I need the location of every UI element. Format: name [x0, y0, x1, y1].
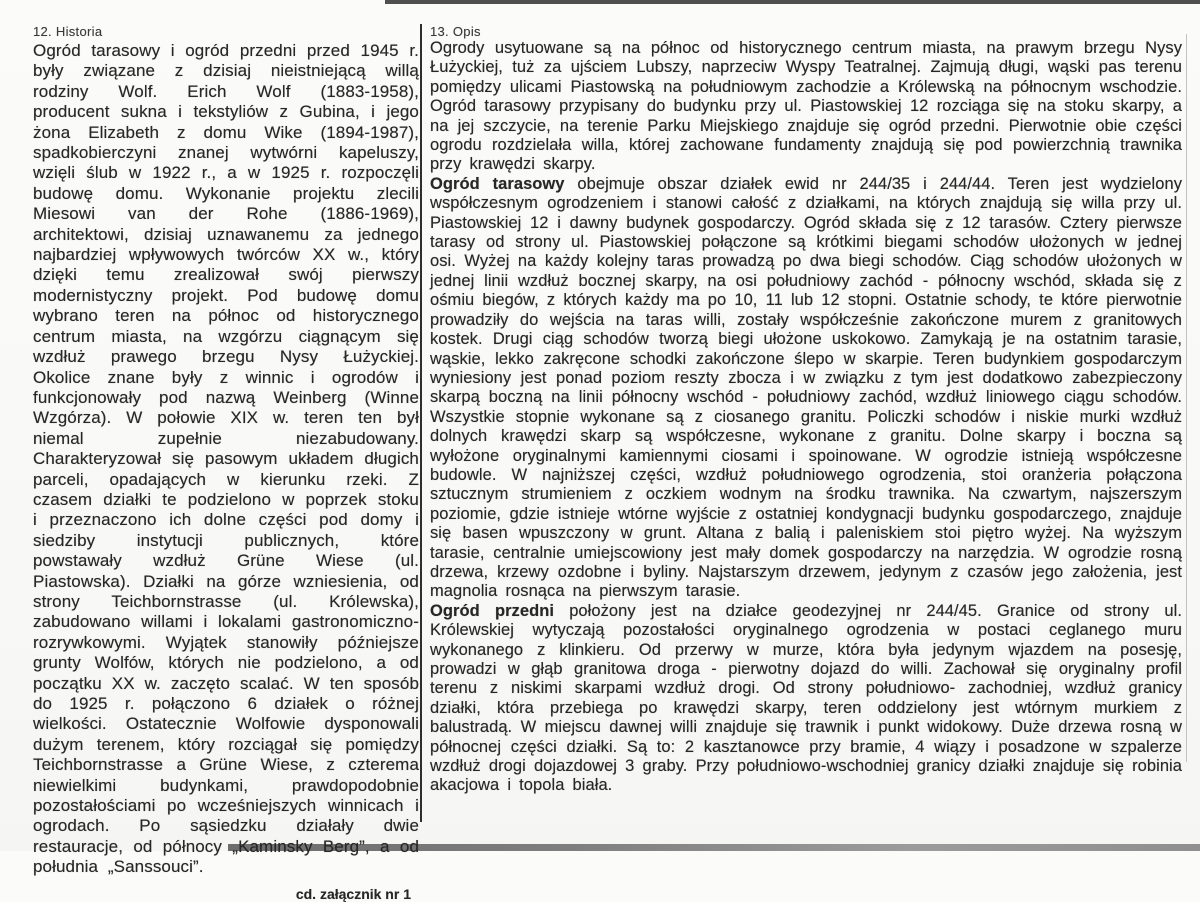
- opis-intro-text: Ogrody usytuowane są na północ od historycznego centrum miasta, na prawym brzegu Nysy Łużyckiej, tuż za ujściem Lubszy, naprzeciw Wyspy Teatralnej. Zajmują długi, wąski pas terenu pomiędzy ulicami Piastowską na południowym zachodzie a Królewską na północnym wschodzie. Ogród tarasowy przypisany do budynku przy ul. Piastowskiej 12 rozciąga się na stoku skarpy, a na jej szczycie, na terenie Parku Miejskiego znajduje się ogród przedni. Pierwotnie obie części ogrodu rozdzielała willa, której zachowane fundamenty znajdują się pod powierzchnią trawnika przy krawędzi skarpy.: [430, 39, 1182, 174]
- scan-edge-artifact-top: [385, 0, 1200, 4]
- opis-intro-paragraph: [430, 39, 1182, 175]
- ogrod-przedni-label: Ogród przedni: [430, 601, 554, 620]
- ogrod-przedni-text: położony jest na działce geodezyjnej nr 244/45. Granice od strony ul. Królewskiej wytyczają pozostałości oryginalnego ogrodzenia w postaci ceglanego muru wykonanego z klinkieru. Od przerwy w murze, która była jedynym wjazdem na posesję, prowadzi w głąb granitowa droga - pierwotny dojazd do willi. Zachował się oryginalny profil terenu z niskimi skarpami wzdłuż drogi. Od strony południowo- zachodniej, wzdłuż granicy działki, która przebiega po krawędzi skarpy, teren oddzielony jest wtórnym murkiem z balustradą. W miejscu dawnej willi znajduje się trawnik i punkt widokowy. Duże drzewa rosną w północnej części działki. Są to: 2 kasztanowce przy bramie, 4 wiązy i posadzone w szpalerze wzdłuż drogi dojazdowej 3 graby. Przy południowo-wschodniej granicy działki znajduje się robinia akacjowa i topola biała.: [430, 601, 1182, 795]
- ogrod-tarasowy-text: obejmuje obszar działek ewid nr 244/35 i 244/44. Teren jest wydzielony współczesnym ogrodzeniem i stanowi całość z działkami, na których znajdują się willa przy ul. Piastowskiej 12 i dawny budynek gospodarczy. Ogród składa się z 12 tarasów. Cztery pierwsze tarasy od strony ul. Piastowskiej połączone są krótkimi biegami schodów ułożonych w jednej osi. Wyżej na każdy kolejny taras prowadzą po dwa biegi schodów. Ciąg schodów ułożonych w jednej linii wzdłuż bocznej skarpy, na osi południowy zachód - północny wschód, składa się z ośmiu biegów, z których każdy ma po 10, 11 lub 12 stopni. Ostatnie schody, te które pierwotnie prowadziły do wejścia na taras willi, zostały współcześnie zakończone murem z granitowych kostek. Drugi ciąg schodów tworzą biegi ułożone uskokowo. Zamykają je na ostatnim tarasie, wąskie, lekko zakręcone schodki zakończone ślepo w skarpie. Teren budynkiem gospodarczym wyniesiony jest ponad poziom reszty zbocza i w związku z tym jest dodatkowo zabezpieczony skarpą boczną na linii północny wschód - południowy zachód, wzdłuż liniowego ciągu schodów. Wszystkie stopnie wykonane są z ciosanego granitu. Policzki schodów i niskie murki wzdłuż dolnych krawędzi skarp są współczesne, wykonane z granitu. Dolne skarpy i boczna są wyłożone oryginalnymi kamiennymi ciosami i spoinowane. W ogrodzie istnieją współczesne budowle. W najniższej części, wzdłuż południowego ogrodzenia, stoi oranżeria połączona sztucznym strumieniem z oczkiem wodnym na środku trawnika. Na czwartym, najszerszym poziomie, gdzie istnieje wtórne wyjście z ostatniej kondygnacji budynku gospodarczego, znajduje się basen wpuszczony w grunt. Altana z balią i paleniskiem stoi piętro wyżej. Na wyższym tarasie, centralnie umiejscowiony jest mały domek gospodarczy na narzędzia. W ogrodzie rosną drzewa, krzewy ozdobne i byliny. Najstarszym drzewem, jedynym z czasów jego założenia, jest magnolia rosnąca na pierwszym tarasie.: [430, 174, 1183, 601]
- section-12-header: 12. Historia: [33, 24, 103, 39]
- column-divider-line: [420, 24, 422, 822]
- section-13-opis: [430, 24, 1182, 796]
- page-edge-line-right: [1186, 34, 1187, 762]
- ogrod-przedni-paragraph: [430, 602, 1182, 796]
- historia-body-text: Ogród tarasowy i ogród przedni przed 1945 r. były związane z dzisiaj nieistniejącą willą rodziny Wolf. Erich Wolf (1883-1958), producent sukna i tekstyliów z Gubina, i jego żona Elizabeth z domu Wike (1894-1987), spadkobierczyni znanej wytwórni kapeluszy, wzięli ślub w 1922 r., a w 1925 r. rozpoczęli budowę domu. Wykonanie projektu zlecili Miesowi van der Rohe (1886-1969), architektowi, dzisiaj uznawanemu za jednego najbardziej wpływowych twórców XX w., który dzięki temu zrealizował swój pierwszy modernistyczny projekt. Pod budowę domu wybrano teren na północ od historycznego centrum miasta, na wzgórzu ciągnącym się wzdłuż prawego brzegu Nysy Łużyckiej. Okolice znane były z winnic i ogrodów i funkcjonowały pod nazwą Weinberg (Winne Wzgórza). W połowie XIX w. teren ten był niemal zupełnie niezabudowany. Charakteryzował się pasowym układem długich parceli, opadających w kierunku rzeki. Z czasem działki te podzielono w poprzek stoku i przeznaczono ich dolne części pod domy i siedziby instytucji publicznych, które powstawały wzdłuż Grüne Wiese (ul. Piastowska). Działki na górze wzniesienia, od strony Teichbornstrasse (ul. Królewska), zabudowano willami i lokalami gastronomiczno-rozrywkowymi. Wyjątek stanowiły późniejsze grunty Wolfów, których nie podzielono, a od początku XX w. zaczęto scalać. W ten sposób do 1925 r. połączono 6 działek o różnej wielkości. Ostatecznie Wolfowie dysponowali dużym terenem, który rozciągał się pomiędzy Teichbornstrasse a Grüne Wiese, z czterema niewielkimi budynkami, prawdopodobnie pozostałościami po wcześniejszych winnicach i ogrodach. Po sąsiedzku działały dwie restauracje, od północy „Kaminsky Berg”, a od południa „Sanssouci”.: [33, 41, 419, 877]
- attachment-continuation-note: cd. załącznik nr 1: [295, 885, 411, 902]
- ogrod-tarasowy-label: Ogród tarasowy: [430, 174, 565, 193]
- section-12-historia: [33, 24, 419, 902]
- ogrod-tarasowy-paragraph: [430, 175, 1182, 602]
- section-13-header: 13. Opis: [430, 24, 481, 39]
